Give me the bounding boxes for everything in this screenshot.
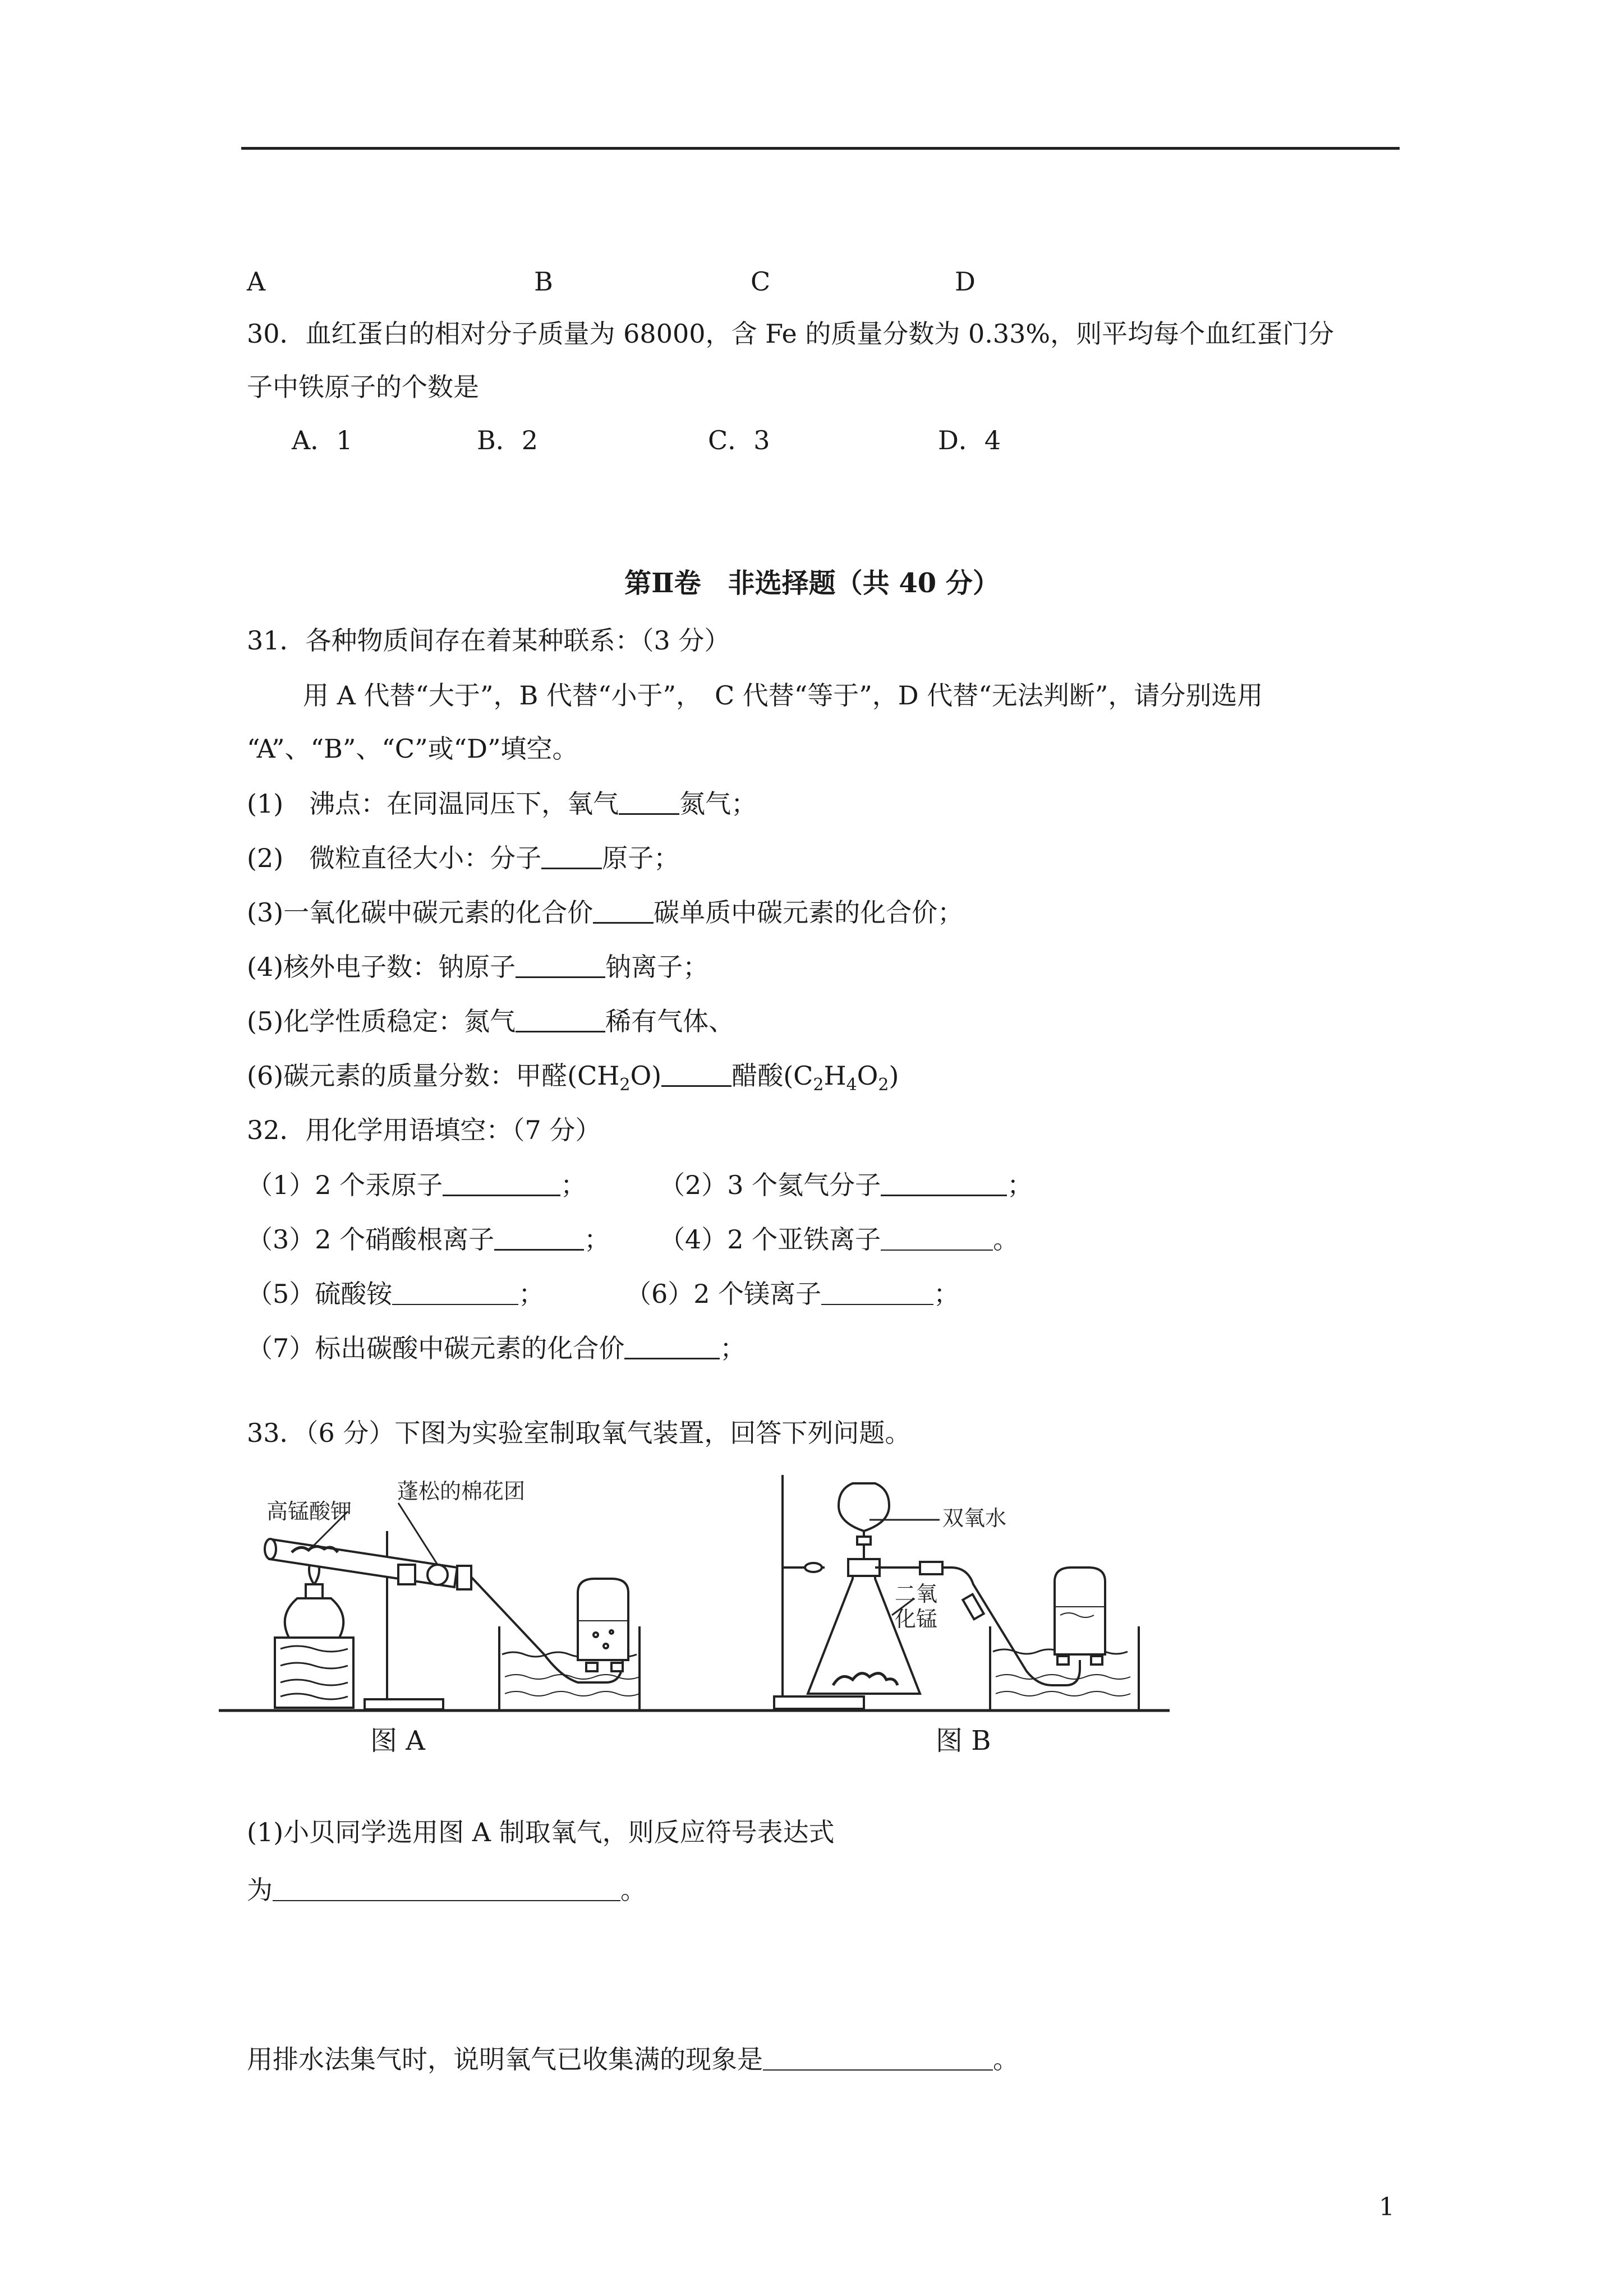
- answer-blank[interactable]: [881, 1172, 1007, 1196]
- q32-row-1a: （1）2 个汞原子 ；: [247, 1170, 587, 1200]
- header-rule: [241, 147, 1400, 150]
- answer-blank[interactable]: [273, 1878, 620, 1901]
- q31-instruction-line1: 用 A 代替“大于”，B 代替“小于”， C 代替“等于”，D 代替“无法判断”，请分别选用: [303, 680, 1263, 711]
- fig-b-label-h2o2: 双氧水: [942, 1506, 1007, 1530]
- q30-stem-line1: 30．血红蛋白的相对分子质量为 68000，含 Fe 的质量分数为 0.33%，则平均每个血红蛋门分: [247, 319, 1335, 349]
- answer-blank[interactable]: [516, 1008, 605, 1032]
- q32-row-2b: （4）2 个亚铁离子 。: [659, 1224, 1019, 1255]
- q32-stem: 32．用化学用语填空：（7 分）: [247, 1115, 601, 1145]
- oxygen-apparatus-figure: [219, 1469, 1172, 1783]
- q30-stem-line2: 子中铁原子的个数是: [247, 372, 479, 402]
- answer-blank[interactable]: [541, 845, 602, 869]
- q33-stem: 33．（6 分）下图为实验室制取氧气装置，回答下列问题。: [247, 1418, 911, 1448]
- prev-option-c: C: [751, 266, 771, 297]
- prev-option-b: B: [534, 266, 553, 297]
- answer-blank[interactable]: [881, 1227, 993, 1251]
- q31-stem: 31．各种物质间存在着某种联系：（3 分）: [247, 625, 730, 656]
- answer-blank[interactable]: [619, 791, 679, 815]
- answer-blank[interactable]: [763, 2047, 993, 2071]
- q31-item-4: (4)核外电子数：钠原子 钠离子；: [247, 952, 709, 982]
- q31-instruction-line2: “A”、“B”、“C”或“D”填空。: [247, 734, 578, 764]
- q31-item-6: (6)碳元素的质量分数：甲醛$(CH_2O)$ 醋酸$(C_2H_4O_2)$: [247, 1061, 899, 1095]
- prev-option-a: A: [247, 266, 266, 297]
- q30-option-a: A．1: [292, 425, 353, 455]
- prev-option-d: D: [955, 266, 976, 297]
- q31-item-2: (2) 微粒直径大小：分子 原子；: [247, 843, 680, 873]
- q30-option-d: D．4: [938, 425, 1001, 455]
- answer-blank[interactable]: [821, 1281, 933, 1305]
- q31-item-5: (5)化学性质稳定：氮气 稀有气体、: [247, 1006, 735, 1036]
- q31-item-1: (1) 沸点：在同温同压下，氧气 氮气；: [247, 789, 757, 819]
- fig-b-label-mno2-1: 二氧: [895, 1582, 938, 1606]
- q33-sub2: 用排水法集气时，说明氧气已收集满的现象是 。: [247, 2044, 1019, 2074]
- fig-a-label-kmno4: 高锰酸钾: [266, 1499, 352, 1524]
- figure-b-caption: 图 B: [936, 1725, 991, 1756]
- q32-row-3a: （5）硫酸铵 ；: [247, 1279, 545, 1309]
- answer-blank[interactable]: [661, 1063, 732, 1087]
- figure-a-caption: 图 A: [370, 1725, 425, 1756]
- q33-sub1-line1: (1)小贝同学选用图 A 制取氧气，则反应符号表达式: [247, 1817, 835, 1847]
- answer-blank[interactable]: [593, 900, 654, 924]
- section-title: 第Ⅱ卷 非选择题（共 40 分）: [624, 568, 1000, 599]
- answer-blank[interactable]: [443, 1172, 560, 1196]
- q30-option-b: B．2: [477, 425, 539, 455]
- q32-row-4: （7）标出碳酸中碳元素的化合价 ；: [247, 1333, 746, 1363]
- page-number: 1: [1379, 2193, 1395, 2221]
- q30-option-c: C．3: [708, 425, 770, 455]
- q33-sub1-line2: 为 。: [247, 1875, 646, 1905]
- q32-row-3b: （6）2 个镁离子 ；: [625, 1279, 960, 1309]
- answer-blank[interactable]: [494, 1227, 584, 1251]
- fig-b-label-mno2-2: 化锰: [895, 1607, 938, 1631]
- answer-blank[interactable]: [392, 1281, 518, 1305]
- q32-row-1b: （2）3 个氦气分子 ；: [659, 1170, 1033, 1200]
- answer-blank[interactable]: [624, 1335, 720, 1359]
- answer-blank[interactable]: [516, 954, 605, 978]
- fig-a-label-cotton: 蓬松的棉花团: [397, 1479, 526, 1504]
- q31-item-3: (3)一氧化碳中碳元素的化合价 碳单质中碳元素的化合价；: [247, 897, 964, 928]
- q32-row-2a: （3）2 个硝酸根离子 ；: [247, 1224, 610, 1255]
